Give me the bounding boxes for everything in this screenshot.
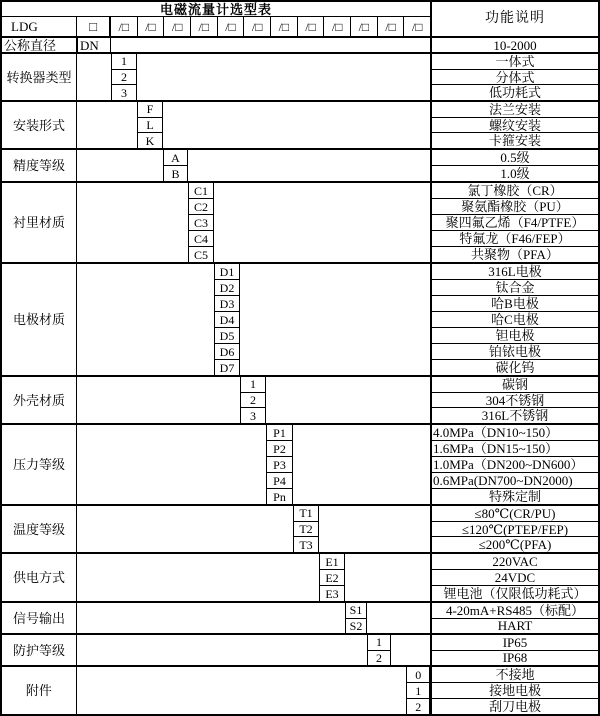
section-label: 转换器类型 [2, 54, 77, 100]
desc-cell: 特氟龙（F46/FEP） [432, 230, 598, 246]
model-slot: /□ [351, 17, 378, 36]
filler [163, 102, 430, 148]
desc-cell: 共聚物（PFA） [432, 246, 598, 262]
desc-column [430, 635, 598, 665]
desc-column [430, 667, 598, 714]
model-slot: /□ [378, 17, 405, 36]
desc-cell: HART [432, 618, 598, 634]
desc-cell: ≤120℃(PTEP/FEP) [432, 521, 598, 537]
code-cell: P1 [273, 425, 286, 440]
section-label: 供电方式 [2, 554, 77, 601]
model-slot: /□ [411, 19, 423, 34]
code-column [240, 377, 266, 423]
code-cell: C1 [193, 183, 208, 198]
code-cell: D4 [215, 311, 239, 327]
section-label: 安装形式 [2, 102, 77, 148]
spacer [77, 603, 345, 633]
desc-cell: 304不锈钢 [432, 392, 598, 408]
code-cell: D3 [215, 295, 239, 311]
section-label: 防护等级 [2, 635, 77, 665]
code-column [406, 667, 430, 714]
section-label: 外壳材质 [2, 377, 77, 423]
spacer [77, 264, 214, 375]
code-cell: T1 [299, 506, 313, 521]
model-slot: /□ [324, 17, 351, 36]
section-nominal-diameter [2, 36, 598, 52]
desc-cell: 锂电池（仅限低功耗式） [432, 585, 598, 601]
desc-cell: 法兰安装 [488, 102, 541, 117]
code-cell: Pn [267, 488, 292, 504]
desc-column [430, 264, 598, 375]
section-label: 压力等级 [2, 425, 77, 504]
spacer [77, 635, 367, 665]
desc-cell: ≤200℃(PFA) [432, 536, 598, 552]
code-cell: P3 [267, 456, 292, 472]
model-slot: /□ [218, 17, 245, 36]
code-column [77, 38, 111, 52]
code-cell: 1 [250, 377, 256, 392]
code-cell: 3 [241, 407, 265, 423]
desc-cell: 一体式 [495, 54, 535, 69]
section-power-supply [2, 552, 598, 601]
desc-column [430, 506, 598, 552]
model-prefix: LDG [2, 17, 77, 36]
desc-cell: ≤80℃(CR/PU) [474, 506, 556, 521]
desc-cell: 特殊定制 [432, 488, 598, 504]
code-column [163, 150, 188, 181]
section-label: 衬里材质 [2, 183, 77, 262]
section-label: 附件 [2, 667, 77, 714]
code-cell: E3 [320, 585, 344, 601]
spacer [77, 183, 188, 262]
code-column [266, 425, 293, 504]
desc-cell: 氯丁橡胶（CR） [467, 183, 563, 198]
spacer [77, 150, 163, 181]
table-header [2, 2, 598, 36]
desc-cell: 哈C电极 [432, 311, 598, 327]
code-column [293, 506, 319, 552]
code-cell: D7 [215, 359, 239, 375]
code-cell: B [164, 165, 187, 181]
spacer [77, 554, 319, 601]
desc-cell: 1.0MPa（DN200~DN600） [432, 456, 598, 472]
desc-cell: 24VDC [432, 569, 598, 585]
desc-cell: 1.0级 [432, 165, 598, 181]
code-cell: D2 [215, 279, 239, 295]
spacer [77, 377, 240, 423]
spacer [77, 102, 137, 148]
code-cell: C3 [189, 214, 213, 230]
desc-column [430, 603, 598, 633]
desc-column [430, 554, 598, 601]
model-slot: /□ [271, 17, 298, 36]
code-column [111, 54, 137, 100]
model-slot: /□ [164, 17, 191, 36]
section-housing-material [2, 375, 598, 423]
desc-cell: 碳钢 [501, 377, 528, 392]
filler [266, 377, 430, 423]
filler [240, 264, 430, 375]
desc-cell: 聚氨酯橡胶（PU） [432, 198, 598, 214]
code-cell: 1 [376, 635, 382, 650]
code-cell: 2 [241, 392, 265, 408]
section-label: 公称直径 [2, 38, 77, 52]
section-lining-material [2, 181, 598, 262]
filler [111, 38, 430, 52]
model-slot: /□ [191, 17, 218, 36]
section-label: 温度等级 [2, 506, 77, 552]
desc-cell: 铂铱电极 [432, 343, 598, 359]
model-slot: /□ [111, 17, 138, 36]
section-converter-type [2, 52, 598, 100]
code-cell: K [138, 132, 162, 148]
desc-cell: 1.6MPa（DN15~150） [432, 440, 598, 456]
section-label: 精度等级 [2, 150, 77, 181]
code-cell: C2 [189, 198, 213, 214]
code-cell: 2 [112, 69, 136, 85]
model-slot: /□ [138, 17, 165, 36]
code-cell: T2 [294, 521, 318, 537]
desc-column [430, 102, 598, 148]
code-cell: 2 [407, 698, 429, 714]
filler [367, 603, 430, 633]
filler [137, 54, 430, 100]
filler [293, 425, 430, 504]
desc-cell: 聚四氟乙烯（F4/PTFE） [432, 214, 598, 230]
function-column-header: 功能说明 [430, 2, 598, 36]
code-cell: L [138, 117, 162, 133]
desc-cell: 0.6MPa(DN700~DN2000) [432, 472, 598, 488]
model-first-box: □ [77, 17, 111, 36]
desc-cell: 316L不锈钢 [432, 407, 598, 423]
filler [214, 183, 430, 262]
desc-cell: 不接地 [495, 667, 535, 682]
desc-cell: 钛合金 [432, 279, 598, 295]
code-cell: 0 [415, 667, 422, 682]
code-cell: S2 [346, 618, 366, 634]
section-accuracy-class [2, 148, 598, 181]
code-cell: 1 [407, 682, 429, 698]
header-main [2, 2, 430, 36]
section-accessories [2, 665, 598, 714]
desc-cell: 钽电极 [432, 327, 598, 343]
code-cell: T3 [294, 536, 318, 552]
desc-column [430, 150, 598, 181]
filler [188, 150, 430, 181]
model-code-row [2, 16, 430, 36]
section-electrode-material [2, 262, 598, 375]
code-cell: E1 [325, 554, 339, 569]
code-cell: DN [80, 37, 99, 53]
desc-cell: 10-2000 [493, 38, 537, 52]
section-temperature-rating [2, 504, 598, 552]
desc-cell: 分体式 [432, 69, 598, 85]
code-cell: C5 [189, 246, 213, 262]
spacer [77, 425, 266, 504]
code-column [345, 603, 367, 633]
code-cell: F [146, 102, 154, 117]
desc-cell: 4-20mA+RS485（标配） [445, 603, 585, 618]
code-cell: P2 [267, 440, 292, 456]
desc-cell: 碳化钨 [432, 359, 598, 375]
desc-cell: 4.0MPa（DN10~150） [433, 425, 559, 440]
page-title: 电磁流量计选型表 [159, 1, 272, 17]
filler [319, 506, 430, 552]
desc-cell: 接地电极 [432, 682, 598, 698]
filler [345, 554, 430, 601]
section-installation-type [2, 100, 598, 148]
desc-cell: 卡箍安装 [432, 132, 598, 148]
code-cell: P4 [267, 472, 292, 488]
code-cell: 2 [368, 650, 390, 666]
desc-column [430, 54, 598, 100]
desc-cell: IP65 [502, 635, 528, 650]
code-cell: E2 [320, 569, 344, 585]
desc-cell: 螺纹安装 [432, 117, 598, 133]
code-column [214, 264, 240, 375]
desc-column [430, 377, 598, 423]
section-signal-output [2, 601, 598, 633]
code-column [367, 635, 391, 665]
code-column [319, 554, 345, 601]
spacer [77, 54, 111, 100]
code-cell: D6 [215, 343, 239, 359]
desc-cell: 220VAC [492, 554, 538, 569]
spacer [77, 506, 293, 552]
section-protection-rating [2, 633, 598, 665]
desc-cell: 低功耗式 [432, 84, 598, 100]
model-slot: /□ [244, 17, 271, 36]
code-cell: A [171, 150, 180, 165]
desc-cell: 0.5级 [500, 150, 530, 165]
spacer [77, 667, 406, 714]
code-cell: C4 [189, 230, 213, 246]
desc-cell: 刮刀电极 [432, 698, 598, 714]
section-label: 电极材质 [2, 264, 77, 375]
desc-column [430, 38, 598, 52]
desc-column [430, 425, 598, 504]
model-slot: /□ [298, 17, 325, 36]
section-label: 信号输出 [2, 603, 77, 633]
desc-cell: 哈B电极 [432, 295, 598, 311]
code-column [137, 102, 163, 148]
code-cell: 3 [112, 84, 136, 100]
code-cell: D1 [219, 264, 235, 279]
code-column [188, 183, 214, 262]
filler [391, 635, 430, 665]
code-cell: 1 [121, 54, 127, 69]
desc-column [430, 183, 598, 262]
desc-cell: 316L电极 [488, 264, 542, 279]
code-cell: D5 [215, 327, 239, 343]
section-pressure-rating [2, 423, 598, 504]
code-cell: S1 [349, 603, 363, 618]
desc-cell: IP68 [432, 650, 598, 666]
